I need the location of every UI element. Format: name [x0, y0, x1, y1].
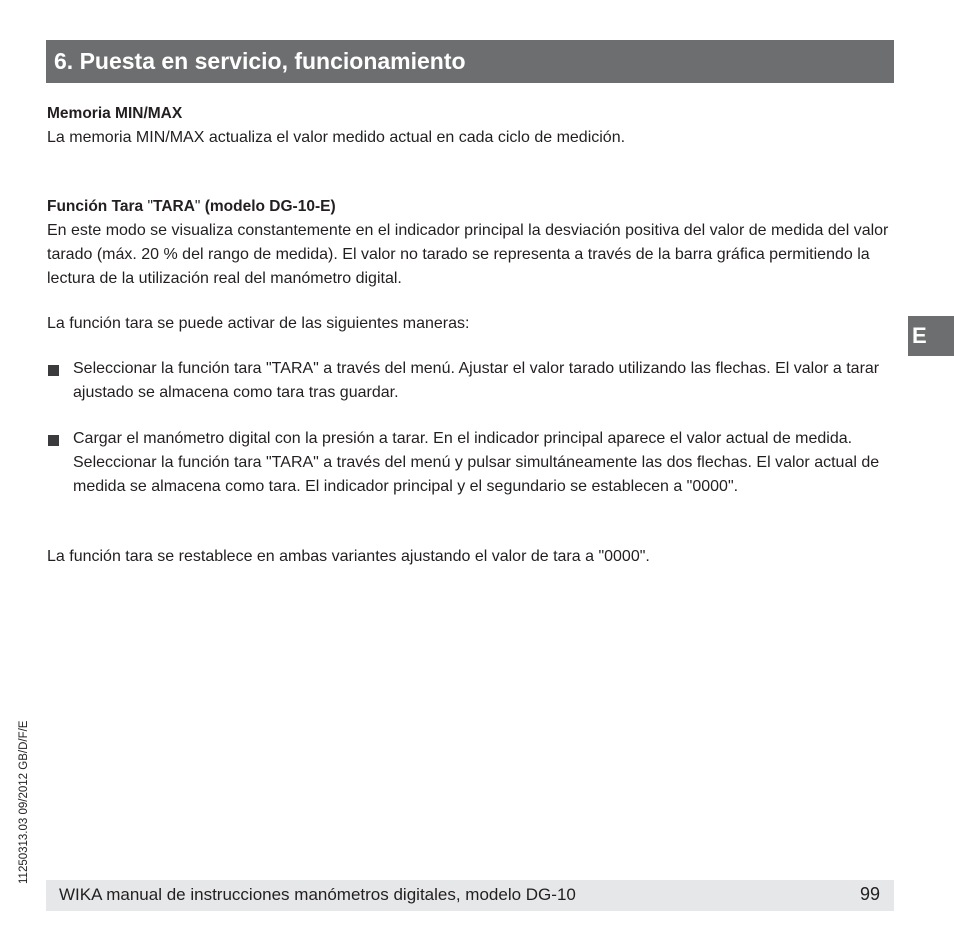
footer-text: WIKA manual de instrucciones manómetros digitales, modelo DG-10 [59, 885, 576, 904]
language-tab-label: E [912, 323, 927, 348]
section-title: 6. Puesta en servicio, funcionamiento [54, 48, 466, 74]
list-item [47, 427, 897, 499]
language-tab [908, 316, 954, 356]
tara-heading-part3: TARA [153, 198, 195, 215]
tara-heading-quote-close: " [194, 198, 201, 215]
list-item-text: Cargar el manómetro digital con la presión a tarar. En el indicador principal aparece el valor actual de medida. Seleccionar la función tara "TARA" a través del menú y pulsar simultáneamente las dos flechas. El valor actual de medida se almacena como tara. El indicador principal y el segundario se establecen a "0000". [73, 430, 880, 495]
minmax-section [47, 102, 897, 150]
tara-text: En este modo se visualiza constantemente en el indicador principal la desviación positiva del valor de medida del valor tarado (máx. 20 % del rango de medida). El valor no tarado se representa a través de la barra gráfica permitiendo la lectura de la utilización real del manómetro digital. [47, 222, 889, 287]
tara-heading-part1: Función Tara [47, 198, 148, 215]
section-header-bar [46, 40, 894, 83]
footer-bar [46, 880, 894, 911]
bullet-square-icon [48, 365, 59, 376]
bullet-square-icon [48, 435, 59, 446]
list-item-text: Seleccionar la función tara "TARA" a través del menú. Ajustar el valor tarado utilizando las flechas. El valor a tarar ajustado se almacena como tara tras guardar. [73, 360, 880, 401]
tara-heading-part5: (modelo DG-10-E) [200, 198, 336, 215]
tara-heading [47, 195, 897, 219]
tara-section [47, 195, 897, 291]
page-number: 99 [859, 884, 880, 904]
minmax-text: La memoria MIN/MAX actualiza el valor medido actual en cada ciclo de medición. [47, 129, 626, 146]
reset-note: La función tara se restablece en ambas variantes ajustando el valor de tara a "0000". [47, 548, 650, 565]
activation-intro: La función tara se puede activar de las siguientes maneras: [47, 315, 470, 332]
document-code: 11250313.03 09/2012 GB/D/F/E [18, 720, 30, 884]
tara-heading-quote-open: " [147, 198, 153, 215]
minmax-heading: Memoria MIN/MAX [47, 105, 183, 122]
list-item [47, 357, 897, 405]
